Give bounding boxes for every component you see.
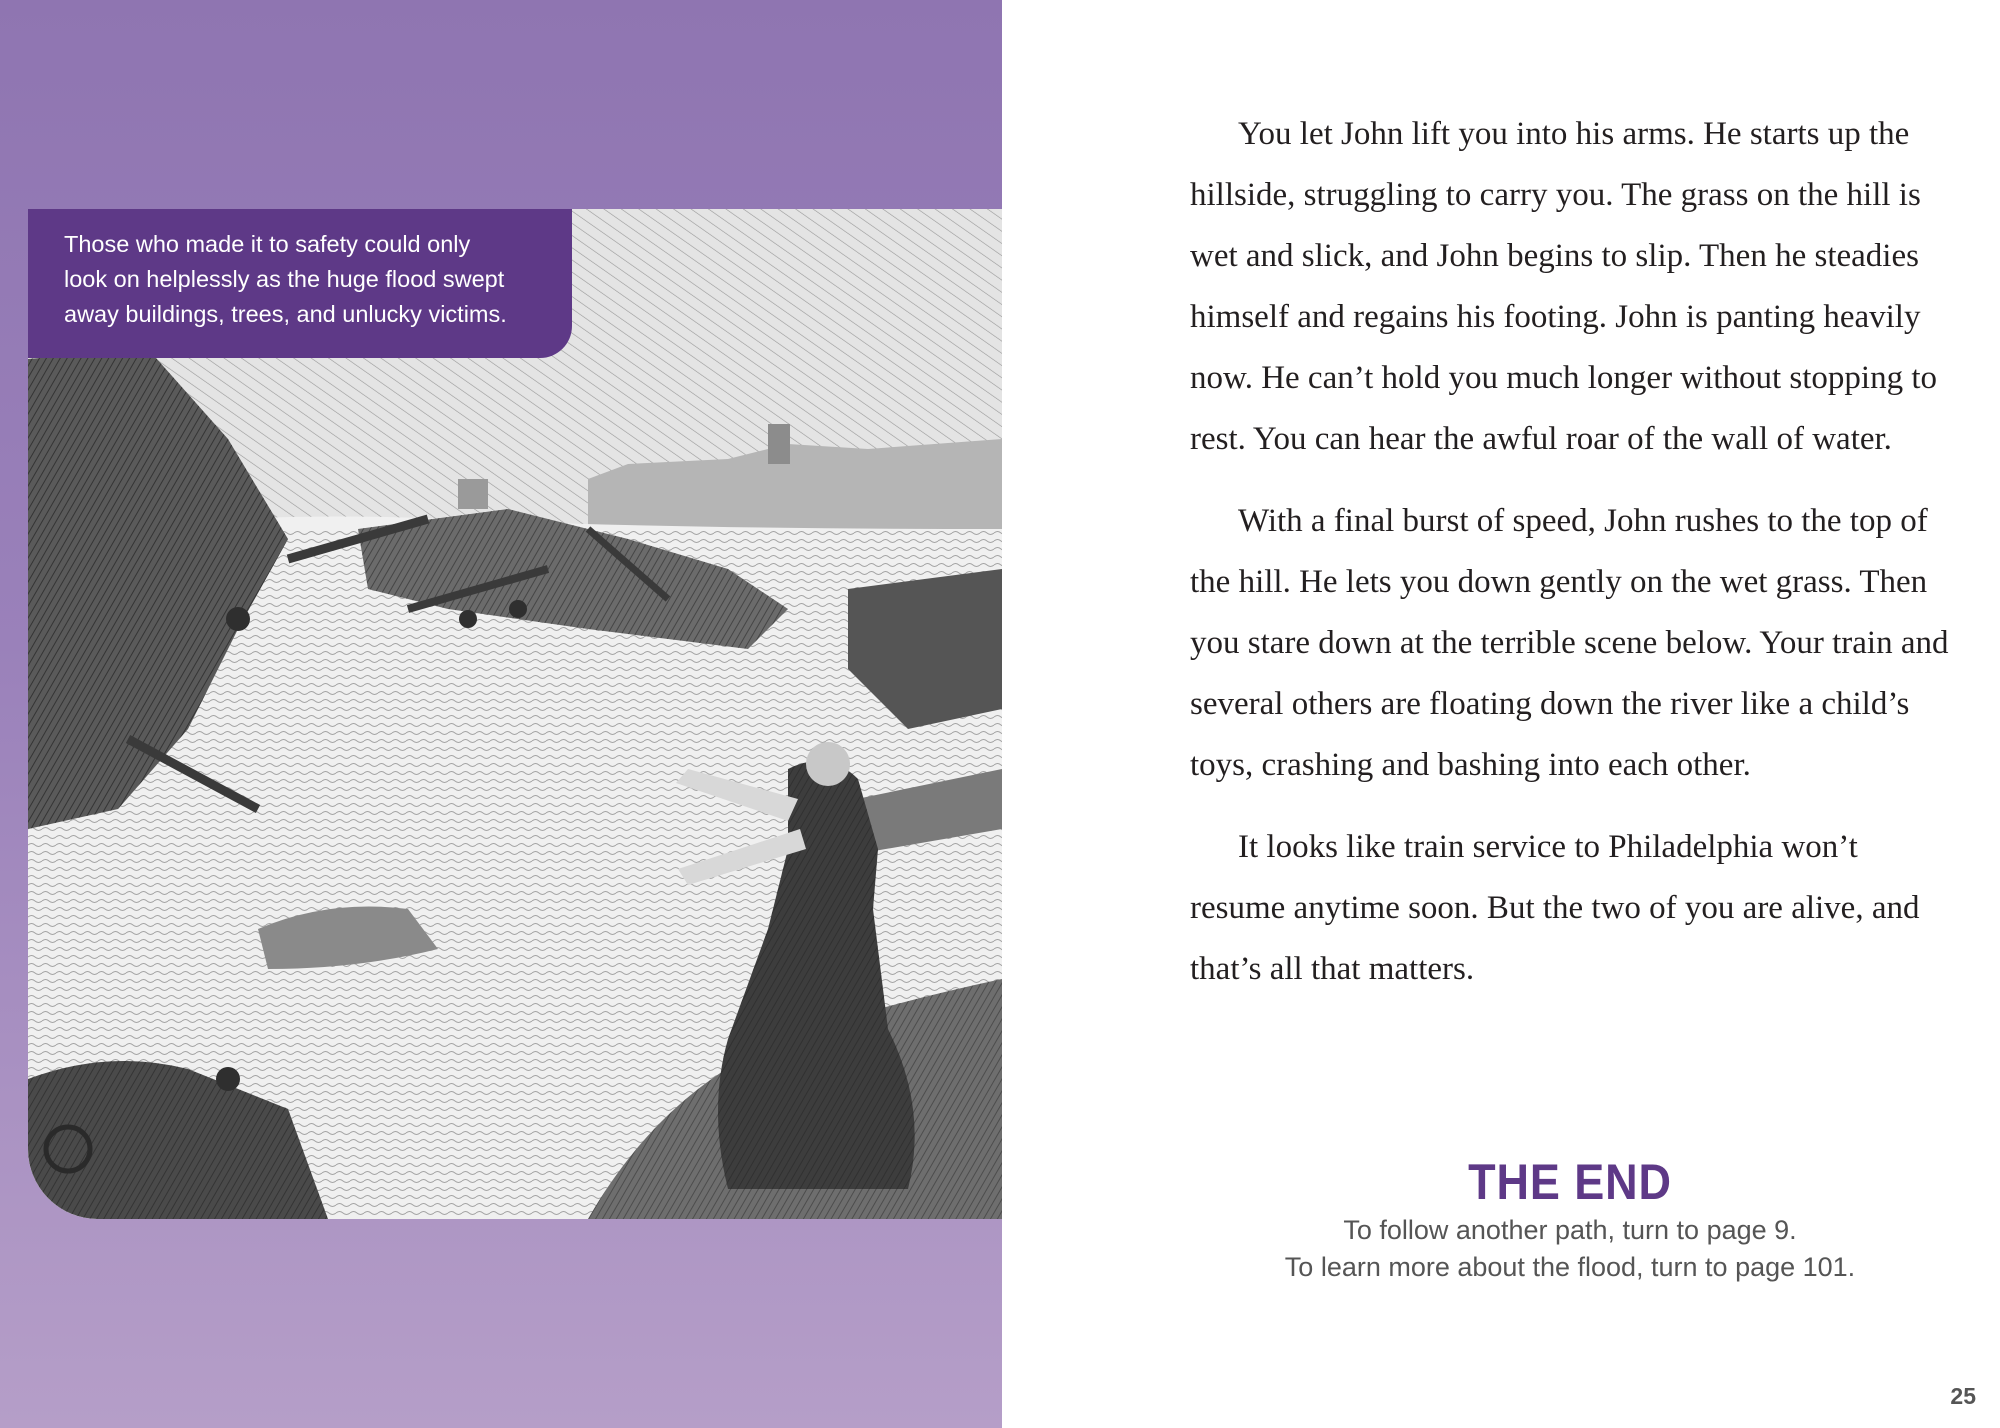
caption-text: Those who made it to safety could only look on helplessly as the huge flood swept away buildings, trees, and unlucky victims.: [64, 231, 507, 327]
page-number: 25: [1950, 1383, 1976, 1409]
learn-more-instruction: To learn more about the flood, turn to page 101.: [1284, 1252, 1856, 1282]
caption-box: [28, 209, 572, 358]
story-paragraph-2: With a final burst of speed, John rushes to the top of the hill. He lets you down gently on the wet grass. Then you stare down at the terrible scene below. Your train and several others are floating down the river like a child’s toys, crashing and bashing into each other.: [1190, 503, 1949, 783]
flood-engraving-image: [28, 209, 1002, 1219]
path-instruction: To follow another path, turn to page 9.: [1343, 1215, 1797, 1245]
story-paragraph-1: You let John lift you into his arms. He starts up the hillside, struggling to carry you. The grass on the hill is wet and slick, and John begins to slip. Then he steadies himself and regains his footing. John is panting heavily now. He can’t hold you much longer without stopping to rest. You can hear the awful roar of the wall of water.: [1190, 116, 1937, 457]
the-end-title: THE END: [1468, 1154, 1672, 1210]
ending-block: [1190, 1152, 1950, 1286]
story-text: [1190, 104, 1950, 1021]
story-paragraph-3: It looks like train service to Philadelphia won’t resume anytime soon. But the two of you are alive, and that’s all that matters.: [1190, 829, 1920, 987]
